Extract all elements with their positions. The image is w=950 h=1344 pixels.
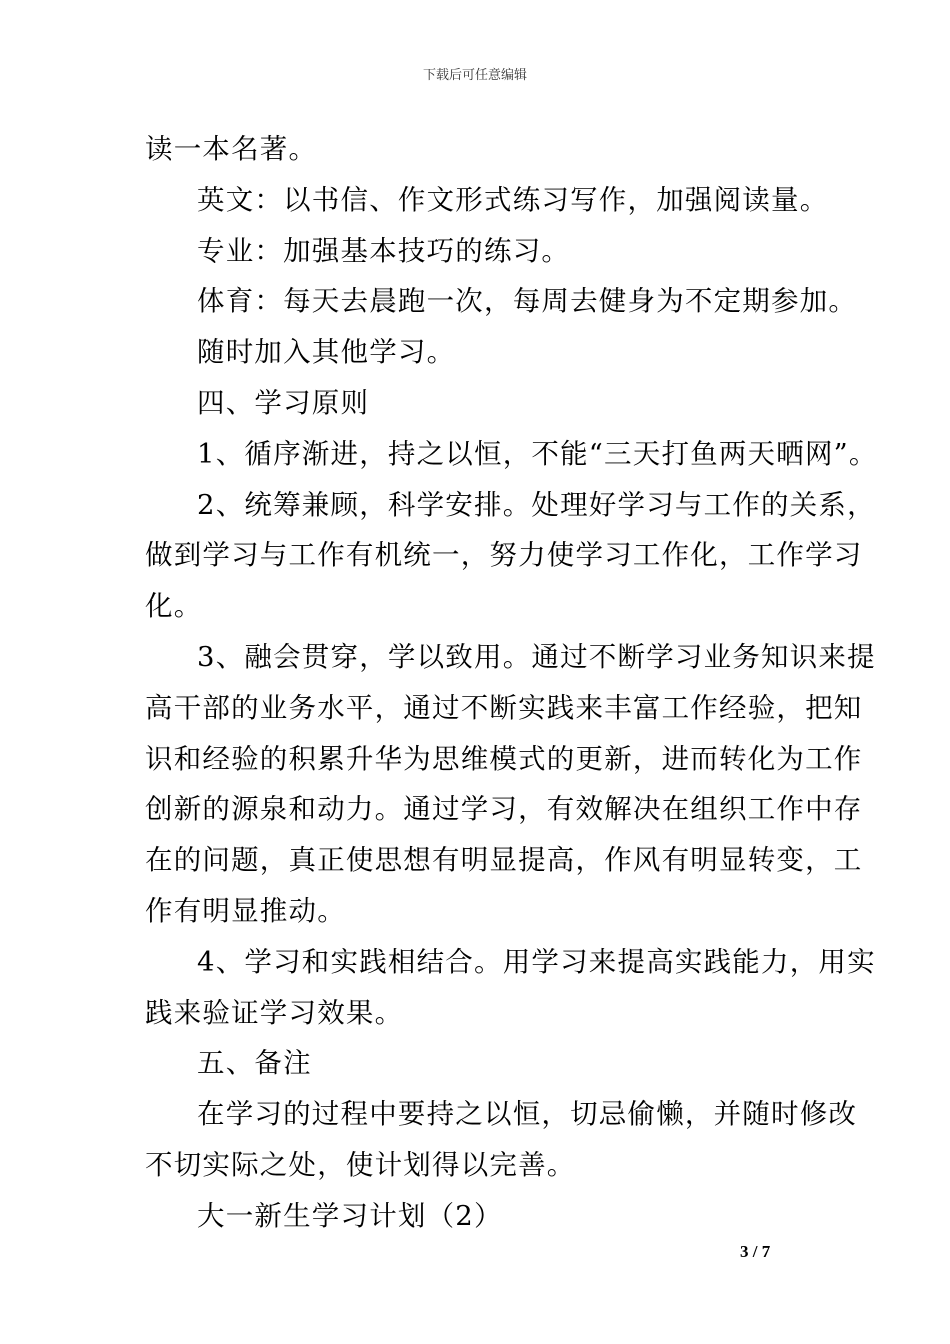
text-line: 创新的源泉和动力。通过学习，有效解决在组织工作中存 [145, 793, 863, 826]
text-line: 识和经验的积累升华为思维模式的更新，进而转化为工作 [145, 742, 863, 775]
text-line: 体育：每天去晨跑一次，每周去健身为不定期参加。 [197, 285, 858, 318]
document-subtitle: 大一新生学习计划（2） [197, 1199, 503, 1232]
text-line: 3、融会贯穿，学以致用。通过不断学习业务知识来提 [197, 640, 876, 673]
text-line: 4、学习和实践相结合。用学习来提高实践能力，用实 [197, 945, 876, 978]
text-line: 化。 [145, 590, 203, 623]
section-heading: 四、学习原则 [197, 386, 370, 419]
text-line: 1、循序渐进，持之以恒，不能“三天打鱼两天晒网”。 [197, 437, 878, 470]
text-line: 践来验证学习效果。 [145, 996, 404, 1029]
text-line: 高干部的业务水平，通过不断实践来丰富工作经验，把知 [145, 691, 863, 724]
page-number: 3 / 7 [740, 1242, 771, 1261]
section-heading: 五、备注 [197, 1047, 312, 1080]
text-line: 不切实际之处，使计划得以完善。 [145, 1148, 576, 1181]
text-line: 英文：以书信、作文形式练习写作，加强阅读量。 [197, 183, 829, 216]
text-line: 读一本名著。 [145, 133, 318, 165]
text-line: 随时加入其他学习。 [197, 336, 456, 369]
text-line: 作有明显推动。 [145, 894, 346, 927]
text-line: 专业：加强基本技巧的练习。 [197, 234, 571, 267]
text-line: 2、统筹兼顾，科学安排。处理好学习与工作的关系， [197, 488, 876, 521]
page-header: 下载后可任意编辑 [422, 68, 527, 83]
document-body [145, 124, 878, 1242]
text-line: 做到学习与工作有机统一，努力使学习工作化，工作学习 [145, 539, 863, 572]
text-line: 在学习的过程中要持之以恒，切忌偷懒，并随时修改 [197, 1098, 858, 1131]
text-line: 在的问题，真正使思想有明显提高，作风有明显转变，工 [145, 844, 863, 877]
